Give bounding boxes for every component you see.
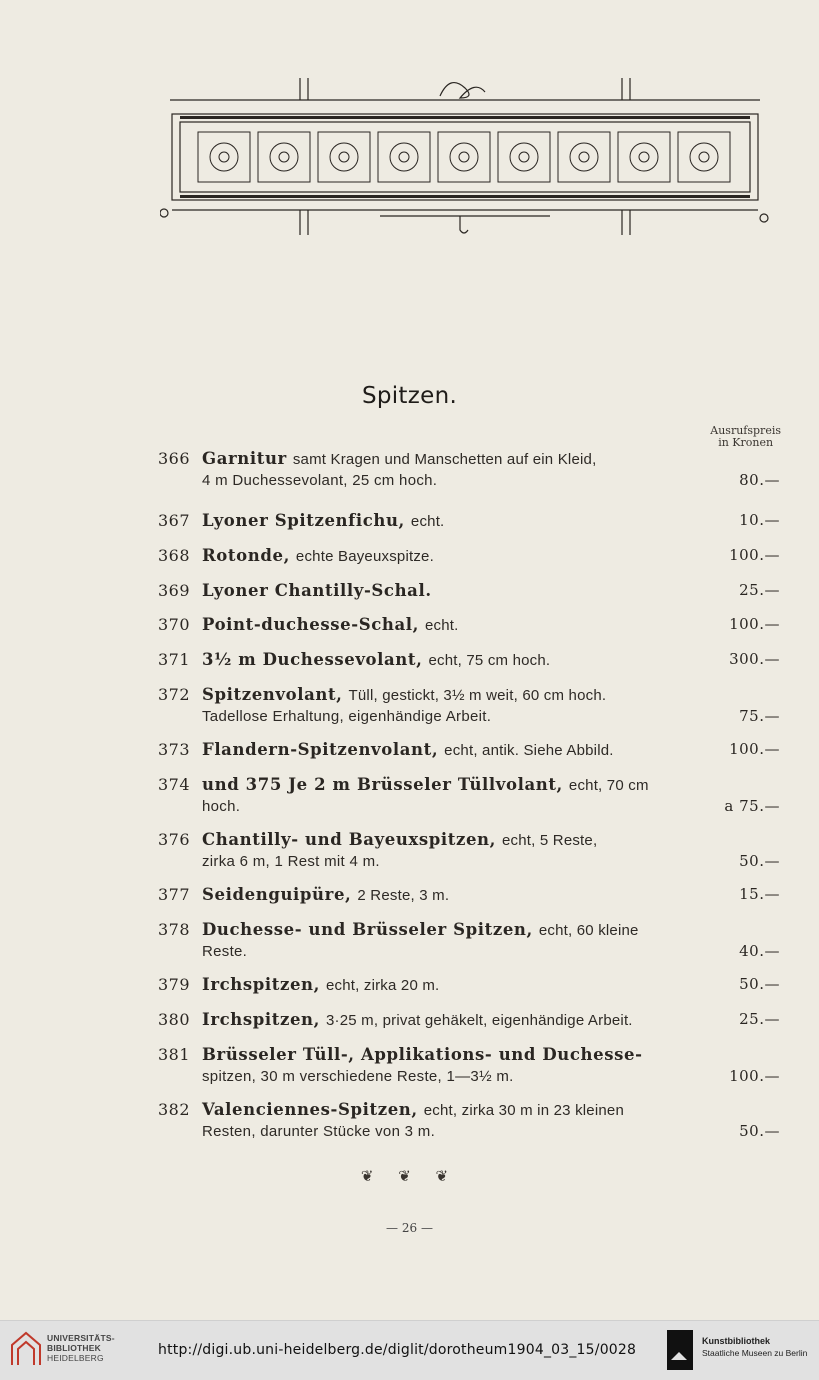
lot-price: 10.— (739, 511, 780, 529)
catalog-entry (158, 829, 780, 873)
lot-description (202, 510, 702, 532)
catalog-entry (158, 545, 780, 567)
lot-heading: Rotonde, (202, 546, 290, 565)
catalog-entry (158, 739, 780, 761)
lot-price: 40.— (739, 942, 780, 960)
lot-heading: Duchesse- und Brüsseler Spitzen, (202, 920, 533, 939)
uni-line-1: UNIVERSITÄTS- (47, 1333, 115, 1343)
lot-heading: 3½ m Duchessevolant, (202, 650, 423, 669)
footer-bar (0, 1320, 819, 1380)
lot-description (202, 884, 702, 906)
lot-number: 373 (158, 740, 191, 759)
lot-number: 367 (158, 511, 191, 530)
lot-detail: echte Bayeuxspitze. (295, 548, 434, 565)
lot-number: 382 (158, 1100, 191, 1119)
page-number: — 26 — (386, 1221, 433, 1235)
catalog-entry (158, 684, 780, 728)
lot-heading: Spitzenvolant, (202, 685, 343, 704)
lot-price: 50.— (739, 852, 780, 870)
lot-number: 374 (158, 775, 191, 794)
lot-number: 380 (158, 1010, 191, 1029)
lot-detail-continued: Reste. (202, 943, 248, 960)
lot-heading: Point-duchesse-Schal, (202, 615, 419, 634)
lot-detail: Tüll, gestickt, 3½ m weit, 60 cm hoch. (348, 687, 607, 704)
lot-number: 369 (158, 581, 191, 600)
lot-description (202, 684, 702, 727)
lot-number: 370 (158, 615, 191, 634)
lot-price: a 75.— (724, 797, 780, 815)
lot-number: 372 (158, 685, 191, 704)
lot-heading: Seidenguipüre, (202, 885, 352, 904)
lot-price: 50.— (739, 975, 780, 993)
lot-description (202, 1009, 702, 1031)
lot-heading: Irchspitzen, (202, 975, 320, 994)
lot-price: 50.— (739, 1122, 780, 1140)
lot-price: 100.— (729, 740, 780, 758)
catalog-entry (158, 1044, 780, 1088)
lot-detail-continued: Tadellose Erhaltung, eigenhändige Arbeit. (202, 708, 492, 725)
lot-detail: echt, 60 kleine (538, 922, 639, 939)
kunstbibliothek-logo-icon (667, 1330, 693, 1370)
university-library-name (47, 1333, 115, 1363)
permalink-url[interactable]: http://digi.ub.uni-heidelberg.de/diglit/dorotheum1904_03_15/0028 (158, 1342, 637, 1358)
catalog-entry (158, 649, 780, 671)
lot-detail-continued: zirka 6 m, 1 Rest mit 4 m. (202, 853, 380, 870)
lot-number: 381 (158, 1045, 191, 1064)
lot-number: 371 (158, 650, 191, 669)
lot-description (202, 545, 702, 567)
header-ornament (160, 70, 770, 240)
lot-detail: echt, 75 cm hoch. (428, 652, 551, 669)
lot-heading: und 375 Je 2 m Brüsseler Tüllvolant, (202, 775, 563, 794)
catalog-entry (158, 510, 780, 532)
lot-description (202, 739, 702, 761)
lot-description (202, 448, 702, 491)
catalog-entry (158, 919, 780, 963)
lot-price: 300.— (729, 650, 780, 668)
lot-description (202, 614, 702, 636)
catalog-entry (158, 774, 780, 818)
lot-detail: echt, 70 cm (568, 777, 649, 794)
lot-detail: echt, zirka 30 m in 23 kleinen (423, 1102, 625, 1119)
lot-price: 25.— (739, 581, 780, 599)
uni-line-3: HEIDELBERG (47, 1353, 104, 1363)
price-column-header (710, 425, 781, 449)
catalog-entry (158, 580, 780, 602)
lot-detail: echt. (410, 513, 445, 530)
lot-heading: Brüsseler Tüll-, Applikations- und Duchesse- (202, 1045, 643, 1064)
lot-detail: echt, zirka 20 m. (325, 977, 440, 994)
lot-number: 379 (158, 975, 191, 994)
lot-detail-continued: spitzen, 30 m verschiedene Reste, 1—3½ m. (202, 1068, 514, 1085)
catalog-entry (158, 448, 780, 492)
lot-detail-continued: 4 m Duchessevolant, 25 cm hoch. (202, 472, 438, 489)
lot-price: 15.— (739, 885, 780, 903)
lot-price: 100.— (729, 1067, 780, 1085)
lot-description (202, 974, 702, 996)
catalog-entry (158, 1099, 780, 1143)
lot-detail: 3·25 m, privat gehäkelt, eigenhändige Arbeit. (325, 1012, 633, 1029)
lot-heading: Flandern-Spitzenvolant, (202, 740, 439, 759)
lot-description (202, 1099, 702, 1142)
lot-price: 100.— (729, 546, 780, 564)
kunstbibliothek-name (702, 1335, 807, 1359)
lot-number: 368 (158, 546, 191, 565)
lot-heading: Irchspitzen, (202, 1010, 320, 1029)
lot-heading: Lyoner Spitzenfichu, (202, 511, 405, 530)
lot-description (202, 774, 702, 817)
lot-description (202, 1044, 702, 1087)
kb-line-2: Staatliche Museen zu Berlin (702, 1348, 808, 1358)
lot-detail: echt. (424, 617, 459, 634)
fleuron-ornament: ❦ ❦ ❦ (360, 1167, 459, 1185)
lot-heading: Garnitur (202, 449, 287, 468)
catalog-entry (158, 884, 780, 906)
lot-detail: 2 Reste, 3 m. (357, 887, 450, 904)
lot-price: 80.— (739, 471, 780, 489)
lot-price: 25.— (739, 1010, 780, 1028)
lot-detail-continued: hoch. (202, 798, 241, 815)
catalog-entry (158, 614, 780, 636)
lot-number: 376 (158, 830, 191, 849)
lot-description (202, 580, 702, 602)
university-library-logo-icon (10, 1331, 42, 1367)
lot-detail: echt, antik. Siehe Abbild. (444, 742, 614, 759)
lot-detail: samt Kragen und Manschetten auf ein Kleid, (292, 451, 597, 468)
catalog-entry (158, 1009, 780, 1031)
catalog-entry (158, 974, 780, 996)
price-header-line-1: Ausrufspreis (710, 424, 781, 437)
lot-description (202, 649, 702, 671)
lot-number: 377 (158, 885, 191, 904)
lot-price: 75.— (739, 707, 780, 725)
lot-description (202, 919, 702, 962)
kb-line-1: Kunstbibliothek (702, 1336, 770, 1346)
price-header-line-2: in Kronen (718, 436, 774, 449)
lot-number: 378 (158, 920, 191, 939)
lot-heading: Valenciennes-Spitzen, (202, 1100, 418, 1119)
lot-detail-continued: Resten, darunter Stücke von 3 m. (202, 1123, 436, 1140)
lot-price: 100.— (729, 615, 780, 633)
lot-description (202, 829, 702, 872)
lot-number: 366 (158, 449, 191, 468)
uni-line-2: BIBLIOTHEK (47, 1343, 101, 1353)
lot-detail: echt, 5 Reste, (501, 832, 598, 849)
lot-heading: Chantilly- und Bayeuxspitzen, (202, 830, 496, 849)
section-title: Spitzen. (361, 383, 458, 409)
lot-heading: Lyoner Chantilly-Schal. (202, 581, 432, 600)
